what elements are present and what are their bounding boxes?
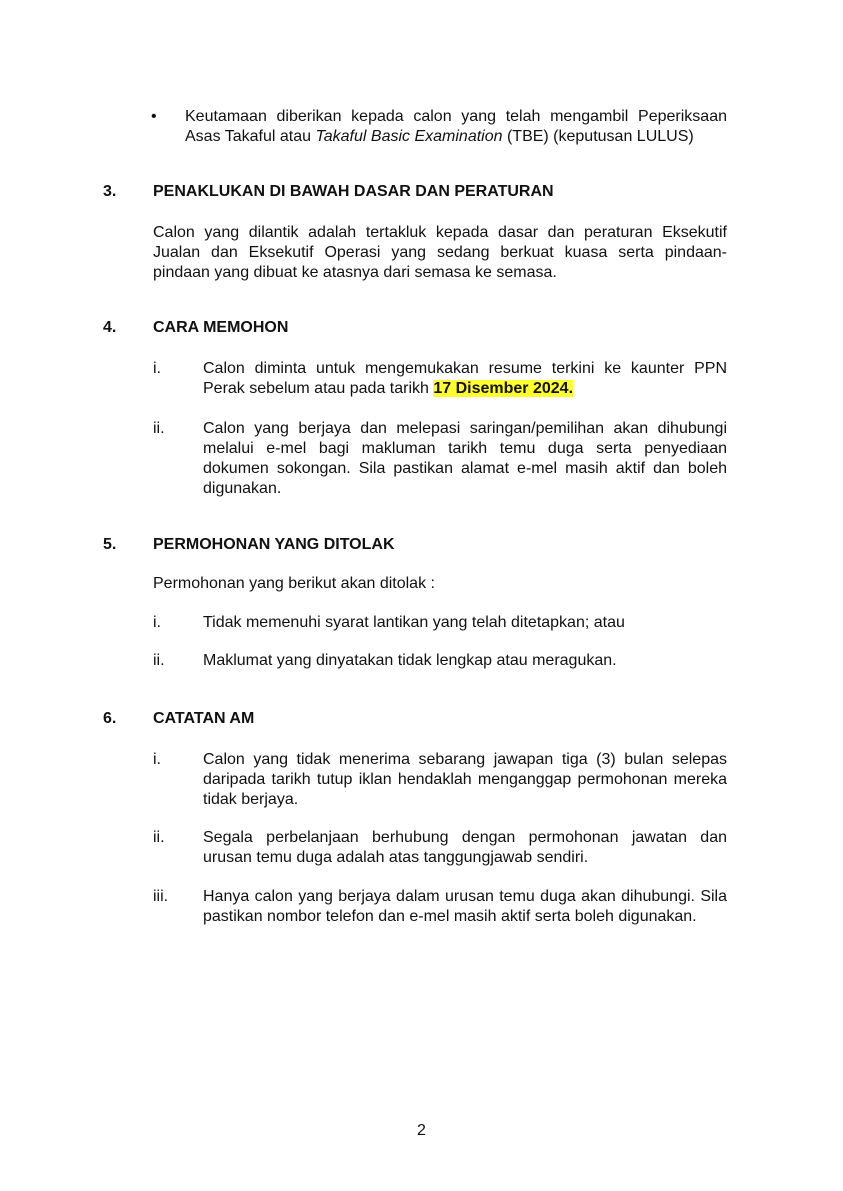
section-paragraph — [153, 223, 727, 283]
text-line: Calon yang dilantik adalah tertakluk kepada dasar dan peraturan Eksekutif — [153, 224, 727, 241]
list-item — [203, 359, 727, 399]
section-heading: PERMOHONAN YANG DITOLAK — [153, 536, 395, 553]
text-line: digunakan. — [203, 480, 282, 497]
list-item — [203, 887, 727, 927]
text-line: pindaan yang dibuat ke atasnya dari semasa ke semasa. — [153, 264, 557, 281]
item-number: ii. — [153, 420, 165, 437]
page-number: 2 — [417, 1122, 426, 1139]
item-number: i. — [153, 360, 161, 377]
section-heading: CATATAN AM — [153, 710, 255, 727]
text-line: Segala perbelanjaan berhubung dengan permohonan jawatan dan — [203, 829, 727, 846]
text: Perak sebelum atau pada tarikh — [203, 380, 434, 397]
section-number: 3. — [103, 183, 117, 200]
text-line: melalui e-mel bagi makluman tarikh temu duga serta penyediaan — [203, 440, 727, 457]
list-item: Maklumat yang dinyatakan tidak lengkap atau meragukan. — [203, 652, 617, 669]
item-number: ii. — [153, 652, 165, 669]
item-number: ii. — [153, 829, 165, 846]
bullet-item — [185, 107, 727, 147]
item-number: i. — [153, 751, 161, 768]
text-line: dokumen sokongan. Sila pastikan alamat e-mel masih aktif dan boleh — [203, 460, 727, 477]
highlighted-date: 17 Disember 2024. — [433, 380, 574, 397]
text-line: Calon yang berjaya dan melepasi saringan/pemilihan akan dihubungi — [203, 420, 727, 437]
list-item: Tidak memenuhi syarat lantikan yang telah ditetapkan; atau — [203, 614, 625, 631]
text-line: Calon diminta untuk mengemukakan resume terkini ke kaunter PPN — [203, 360, 727, 377]
section-number: 6. — [103, 710, 117, 727]
text-line — [203, 379, 727, 399]
section-heading: CARA MEMOHON — [153, 319, 289, 336]
item-number: iii. — [153, 888, 169, 905]
text-line: pastikan nombor telefon dan e-mel masih aktif serta boleh digunakan. — [203, 908, 697, 925]
text: (TBE) (keputusan LULUS) — [502, 128, 694, 145]
section-number: 4. — [103, 319, 117, 336]
section-number: 5. — [103, 536, 117, 553]
text-line — [185, 127, 727, 147]
text-line: Jualan dan Eksekutif Operasi yang sedang berkuat kuasa serta pindaan- — [153, 244, 727, 261]
text-line: daripada tarikh tutup iklan hendaklah menganggap permohonan mereka — [203, 771, 727, 788]
list-item — [203, 750, 727, 810]
text-line: urusan temu duga adalah atas tanggungjawab sendiri. — [203, 849, 589, 866]
item-number: i. — [153, 614, 161, 631]
text-line: Calon yang tidak menerima sebarang jawapan tiga (3) bulan selepas — [203, 751, 727, 768]
text-line: tidak berjaya. — [203, 791, 299, 808]
bullet-icon: • — [151, 108, 157, 125]
section-heading: PENAKLUKAN DI BAWAH DASAR DAN PERATURAN — [153, 183, 554, 200]
italic-text: Takaful Basic Examination — [315, 128, 503, 145]
text-line: Hanya calon yang berjaya dalam urusan temu duga akan dihubungi. Sila — [203, 888, 727, 905]
list-item — [203, 828, 727, 868]
text: Asas Takaful atau — [185, 128, 316, 145]
list-item — [203, 419, 727, 499]
section-intro: Permohonan yang berikut akan ditolak : — [153, 575, 435, 592]
text-line: Keutamaan diberikan kepada calon yang telah mengambil Peperiksaan — [185, 108, 727, 125]
